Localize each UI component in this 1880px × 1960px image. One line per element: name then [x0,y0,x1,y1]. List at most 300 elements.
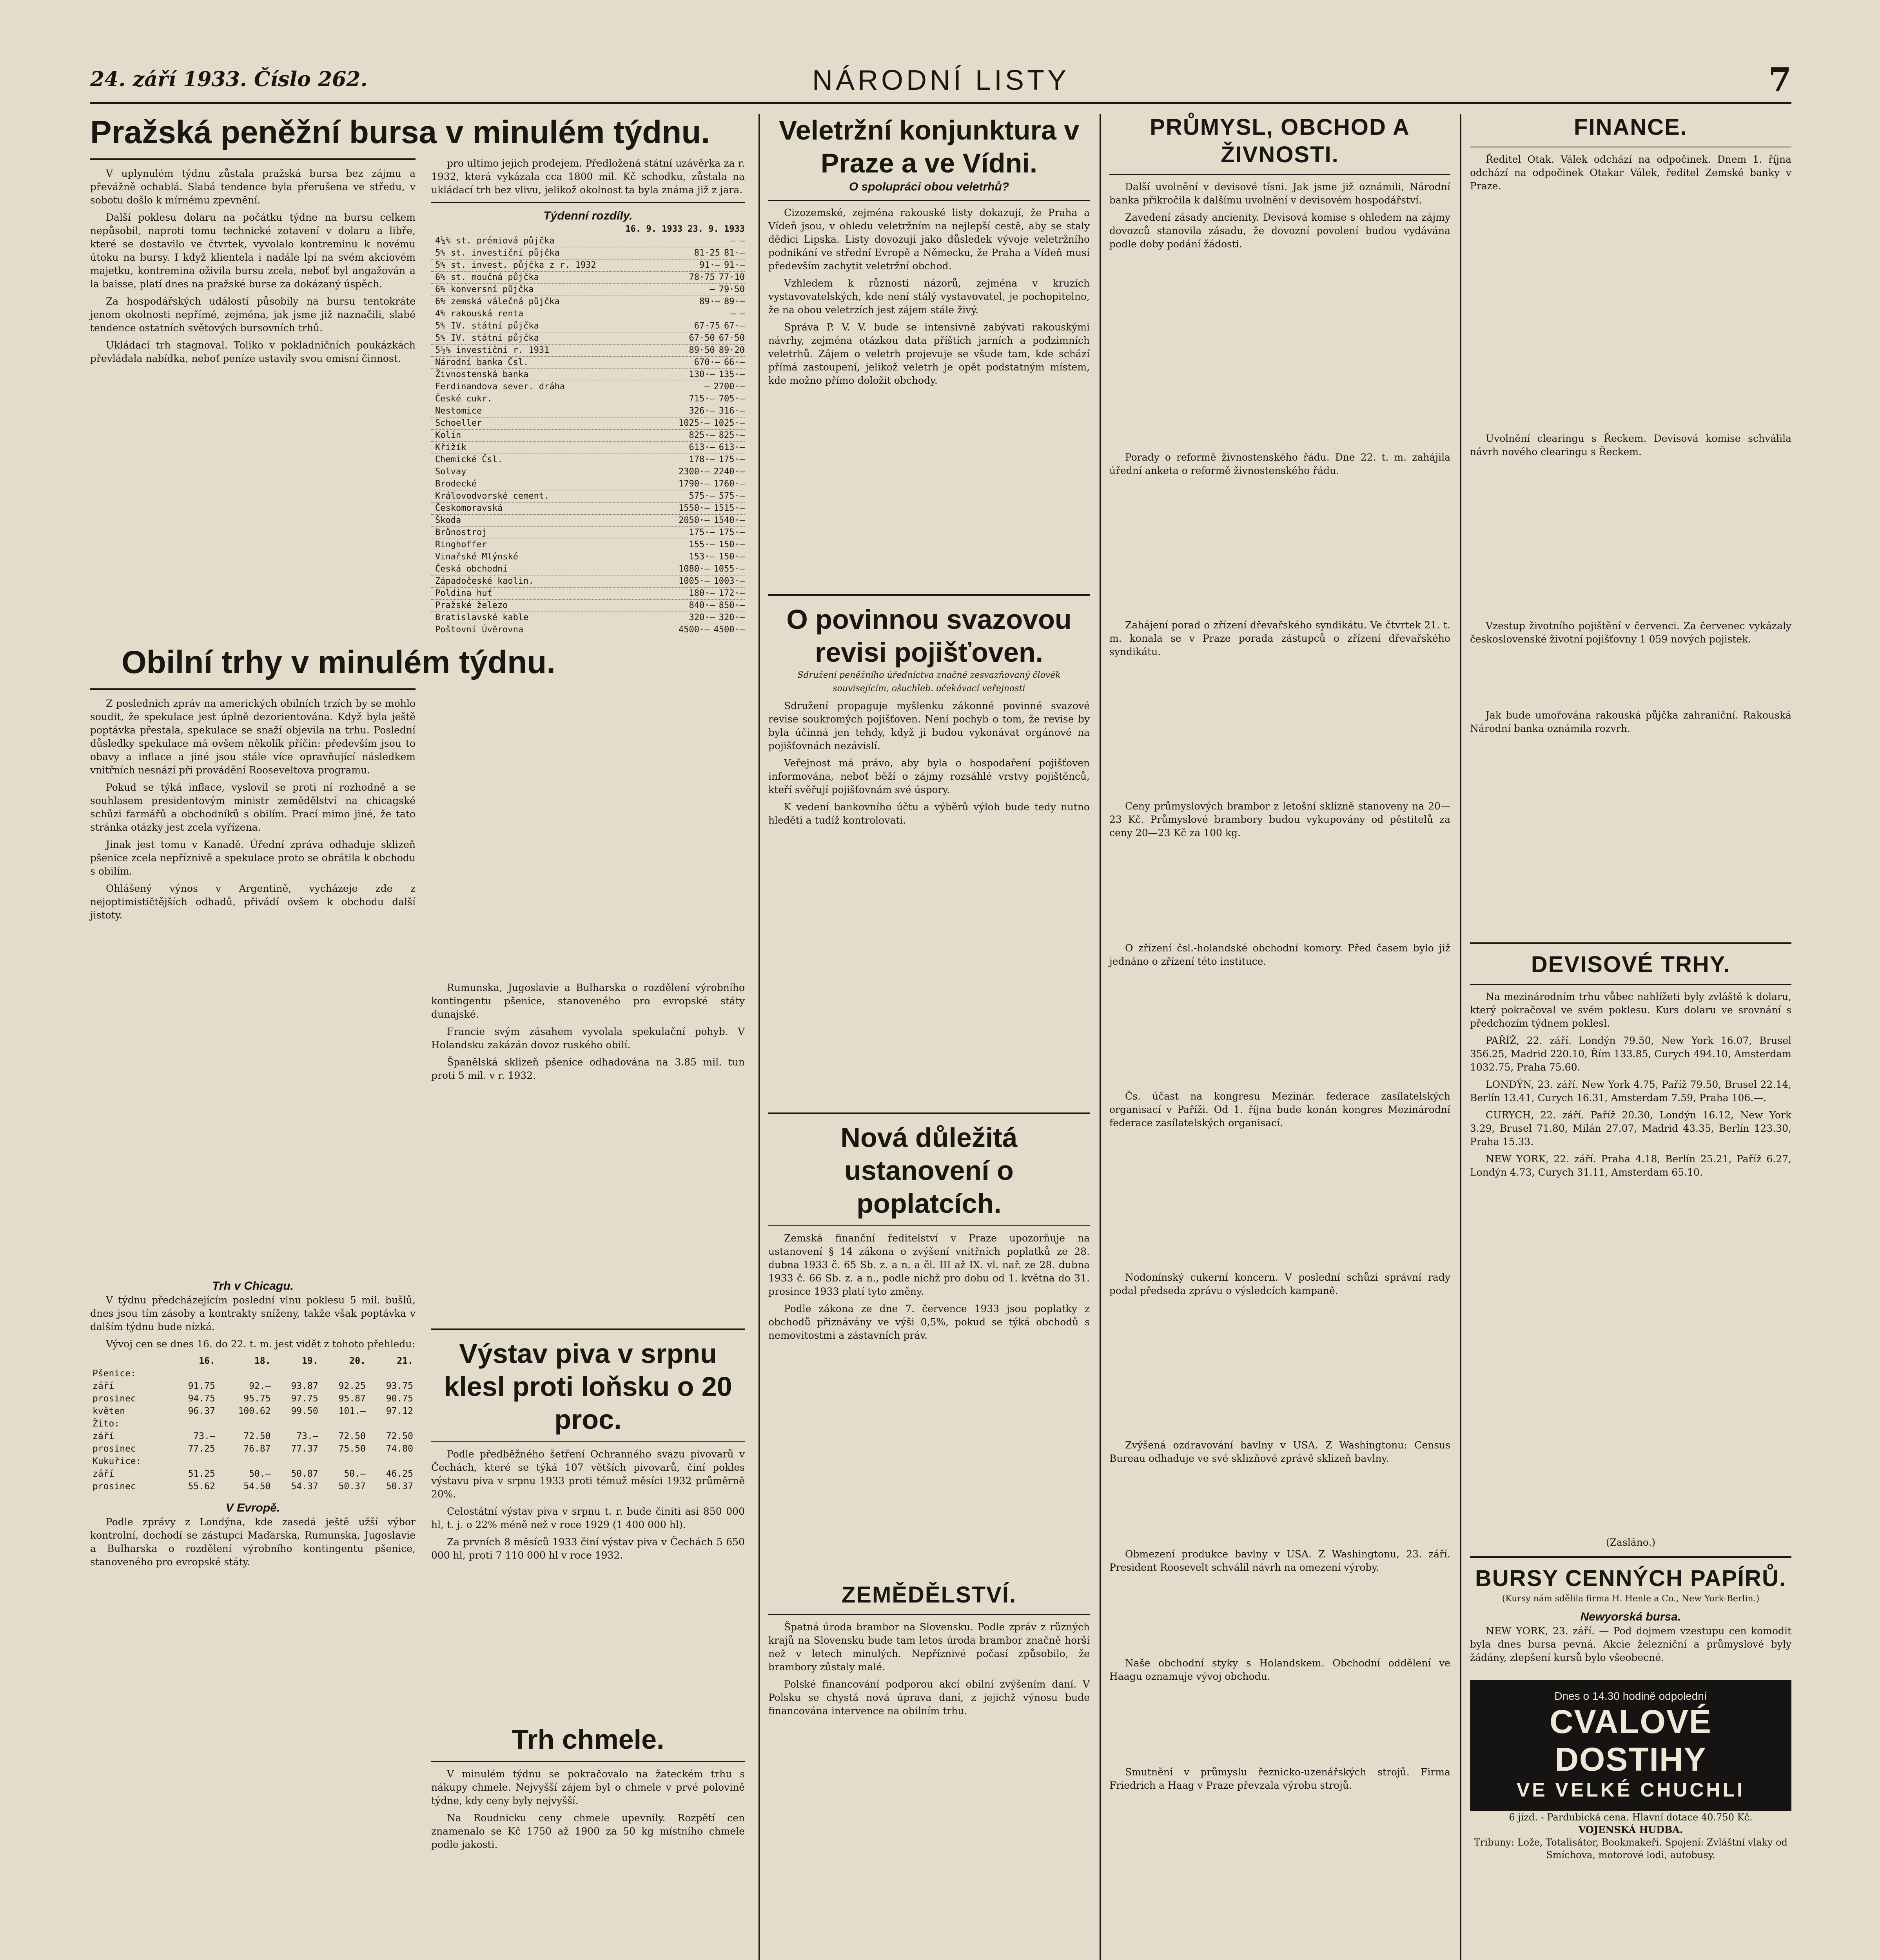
ad-detail: VOJENSKÁ HUDBA. [1578,1824,1683,1835]
kurz-row [431,454,745,466]
piva-headline: Výstav piva v srpnu klesl proti loňsku o 20 proc. [444,1338,732,1435]
chicago-paragraph: V týdnu předcházejícím poslední vlnu poklesu 5 mil. bušlů, dnes jsou tím zásoby a kontrakty sníženy, takže však poptávka v dalším týdnu bude nízká. [90,1294,416,1332]
kurz-row [431,369,745,381]
table-cell: 101.— [338,1406,366,1416]
kurz-row [431,247,745,260]
kurz-row [431,417,745,430]
table-cell [170,1455,218,1468]
bursy-paragraph: NEW YORK, 23. září. — Pod dojmem vzestupu cen komodit byla dnes bursa pevná. Akcie železniční a průmyslové byly žádány, zlepšení kursů bylo všeobecné. [1470,1625,1791,1663]
table-cell: Žito: [93,1419,120,1429]
zaslano-label: (Zasláno.) [1606,1537,1656,1548]
table-cell: září [93,1381,114,1391]
table-cell: Kukuřice: [93,1456,142,1466]
kurz-row [431,442,745,454]
table-cell: 46.25 [386,1469,413,1479]
kurz-cell: 135·— [719,370,745,379]
ad-title: CVALOVÉ DOSTIHY [1550,1703,1712,1778]
kurz-cell: 4500·— [679,625,710,635]
table-cell: 93.87 [291,1381,318,1391]
chicago-intro: Vývoj cen se dnes 16. do 22. t. m. jest vidět z tohoto přehledu: [106,1338,415,1350]
kurz-cell: 326·— [689,406,715,416]
pojistovny-headline: O povinnou svazovou revisi pojišťoven. [786,604,1072,668]
kurz-cell: 613·— [689,443,715,452]
table-cell: 50.37 [338,1481,366,1492]
kurz-cell: Západočeské kaolin. [435,576,534,586]
kurz-cell: 5% st. investiční půjčka [435,248,560,258]
kurz-cell: — [739,236,745,246]
kurz-cell: 5½% investiční r. 1931 [435,345,550,355]
prumysl-paragraph: O zřízení čsl.-holandské obchodní komory. Před časem bylo již jednáno o zřízení této instituce. [1109,942,1450,967]
kurzy-date-header: 16. 9. 1933 23. 9. 1933 [625,224,745,234]
kurz-cell: 150·— [719,552,745,562]
kurz-row [431,284,745,296]
kurz-cell: Ringhoffer [435,540,487,550]
table-cell: 55.62 [188,1481,215,1492]
masthead: NÁRODNÍ LISTY [812,65,1070,96]
table-cell: 90.75 [386,1394,413,1404]
table-cell: prosinec [93,1394,136,1404]
prumysl-paragraph: Porady o reformě živnostenského řádu. Dne 22. t. m. zahájila úřední anketa o reformě živnostenského řádu. [1109,452,1450,476]
table-cell [321,1417,368,1430]
kurz-row [431,272,745,284]
finance-paragraph: Jak bude umořována rakouská půjčka zahraniční. Rakouská Národní banka oznámila rozvrh. [1470,710,1791,734]
finance-headline: FINANCE. [1574,114,1688,140]
table-cell: 21. [397,1356,413,1366]
bursa-paragraph: Další poklesu dolaru na počátku týdne na bursu celkem nepůsobil, naproti tomu technické zotavení v dolaru a libře, které se dostavilo ve čtvrtek, vyvolalo kontreminu k novému útoku na bursy. I když klientela i nadále lpí na svém akciovém majetku, kontremina oživila bursu zcela, neboť byl angažován a la baisse, platí dnes na pražské burse za dokázaný úspěch. [90,212,416,290]
column-veletrh [768,114,1090,1722]
kurz-cell: Kolín [435,430,461,440]
kurz-cell: 1003·— [713,576,745,586]
table-cell [170,1417,218,1430]
kurz-cell: 77·10 [719,272,745,282]
table-cell [368,1367,416,1380]
kurz-cell: 825·— [719,430,745,440]
prumysl-paragraph: Naše obchodní styky s Holandskem. Obchodní oddělení ve Haagu oznamuje vývoj obchodu. [1109,1657,1450,1682]
kurz-row [431,235,745,247]
kurz-cell: 66·— [724,358,745,367]
kurz-cell: 320·— [719,613,745,622]
obili-paragraph: Jinak jest tomu v Kanadě. Úřední zpráva odhaduje sklizeň pšenice zcela nepříznivě a spekulace proto se obrátila k obchodu s obilím. [90,839,416,877]
table-cell: 73.— [193,1431,215,1441]
obili-paragraph: Ohlášený výnos v Argentině, vycházeje zde z nejoptimističtějších odhadů, přivádí ovšem k obchodu další jistoty. [90,883,416,921]
table-cell: září [93,1469,114,1479]
kurz-cell: Poldina huť [435,588,492,598]
prumysl-paragraph: Ceny průmyslových brambor z letošní sklizně stanoveny na 20—23 Kč. Průmyslové brambory budou vykupovány od pěstitelů za ceny 20—23 Kč za 100 kg. [1109,800,1450,838]
table-cell: 51.25 [188,1469,215,1479]
table-cell: 97.75 [291,1394,318,1404]
kurz-cell: Pražské železo [435,601,508,610]
kurz-cell: 1550·— [679,503,710,513]
table-row [90,1455,416,1468]
kurz-cell: 91·— [699,260,720,270]
kurz-cell: Brodecké [435,479,477,489]
newyork-subhead: Newyorská bursa. [1580,1610,1681,1623]
pojistovny-paragraph: K vedení bankovního účtu a výběrů výloh bude tedy nutno hleděti a tudíž kontrolovati. [768,801,1090,826]
table-cell: 91.75 [188,1381,215,1391]
devisy-headline: DEVISOVÉ TRHY. [1531,952,1731,977]
devisy-rates: CURYCH, 22. září. Paříž 20.30, Londýn 16.12, New York 3.29, Brusel 71.80, Milán 27.07, Madrid 43.35, Berlín 123.30, Praha 15.33. [1470,1109,1791,1147]
table-cell: 92.25 [338,1381,366,1391]
column-finance [1470,114,1791,1861]
piva-paragraph: Podle předběžného šetření Ochranného svazu pivovarů v Čechách, které se týká 107 větších pivovarů, činí pokles výstavu piva v srpnu 1933 proti témuž měsíci 1932 průměrně 20%. [431,1448,745,1500]
kurz-cell: Ferdinandova sever. dráha [435,382,565,392]
column-divider [1100,114,1101,1960]
kurz-cell: Bratislavské kable [435,613,529,622]
finance-paragraph: Ředitel Otak. Válek odchází na odpočinek. Dnem 1. října odchází na odpočinek Otakar Válek, ředitel Zemské banky v Praze. [1470,154,1791,192]
bursa-paragraph: V uplynulém týdnu zůstala pražská bursa bez zájmu a převážně ochablá. Slabá tendence byla přerušena ve středu, v sobotu došlo k mírnému zpevnění. [90,168,416,206]
table-cell: 99.50 [291,1406,318,1416]
table-cell [218,1455,273,1468]
table-header-row [90,1355,416,1367]
kurz-cell: 2240·— [713,467,745,477]
kurz-cell: 5% st. invest. půjčka z r. 1932 [435,260,596,270]
prumysl-paragraph: Nodonínský cukerní koncern. V poslední schůzi správní rady podal předseda zprávu o výsledcích kampaně. [1109,1272,1450,1296]
obili-paragraph: Z posledních zpráv na amerických obilních trzích by se mohlo soudit, že spekulace jest úplně dezorientována. Když byla ještě poptávka přestala, spekulace se snaží objevila na trhu. Poslední důsledky spekulace má ovšem několik příčin: především jsou to obavy a inflace a jiné jsou stále více opravňující následkem vnitřních nesnází při provádění Rooseveltova programu. [90,698,416,776]
veletrh-paragraph: Vzhledem k různosti názorů, zejména v kruzích vystavovatelských, kde není stálý vystavovatel, je pochopitelno, že na obou veletrzích jest zájem stále živý. [768,278,1090,316]
chmel-paragraph: Na Roudnicku ceny chmele upevnily. Rozpětí cen znamenalo se Kč 1750 až 1900 za 50 kg místního chmele podle jakosti. [431,1812,745,1850]
europe-paragraph: Podle zprávy z Londýna, kde zasedá ještě užší výbor kontrolní, dochodí se zástupci Maďarska, Rumunska, Jugoslavie a Bulharska o rozdělení výrobního kontingentu pšenice, stanoveného pro evropské státy. [90,1516,416,1568]
bursa-continuation: pro ultimo jejich prodejem. Předložená státní uzávěrka za r. 1932, která vykázala cca 1800 mil. Kč schodku, zůstala na ukládací trh bez vlivu, jelikož okolnost ta byla známa již z jara. [431,158,745,196]
kurz-cell: 89·— [724,297,745,307]
kurz-cell: 175·— [719,455,745,465]
table-cell: 97.12 [386,1406,413,1416]
table-cell: 72.50 [338,1431,366,1441]
prumysl-paragraph: Obmezení produkce bavlny v USA. Z Washingtonu, 23. září. President Roosevelt schválil návrh na omezení výroby. [1109,1548,1450,1573]
kurz-cell: 705·— [719,394,745,404]
kurz-cell: Schoeller [435,418,482,428]
table-cell [273,1417,321,1430]
veletrh-subhead: O spolupráci obou veletrhů? [849,180,1009,193]
kurz-row [431,624,745,636]
kurz-cell: 613·— [719,443,745,452]
kurz-cell: 5% IV. státní půjčka [435,333,539,343]
kurz-cell: 91·— [724,260,745,270]
kurz-cell: Solvay [435,467,466,477]
kurz-row [431,527,745,539]
kurz-cell: 67·50 [689,333,715,343]
kurz-cell: České cukr. [435,394,492,404]
bursy-headline: BURSY CENNÝCH PAPÍRŮ. [1475,1566,1786,1591]
kurz-cell: 1760·— [713,479,745,489]
table-cell: 18. [254,1356,271,1366]
kurz-cell: 178·— [689,455,715,465]
kurz-row [431,320,745,332]
kurz-cell: 825·— [689,430,715,440]
table-cell [218,1367,273,1380]
table-row [90,1392,416,1405]
table-cell: 95.75 [243,1394,271,1404]
table-row [90,1468,416,1480]
obili-headline: Obilní trhy v minulém týdnu. [122,644,556,680]
veletrh-paragraph: Správa P. V. V. bude se intensivně zabývati rakouskými návrhy, zejména otázkou data příštích jarních a podzimních veletrhů. Zájem o veletrh projevuje se všude tam, kde schází přímá zastoupení, jelikož veletrh je opět podstatným místem, kde možno přímo doložit obchody. [768,321,1090,386]
table-cell: 54.37 [291,1481,318,1492]
bursa-paragraph: Ukládací trh stagnoval. Toliko v pokladničních poukázkách převládala nabídka, neboť peníze ustavily svou emisní činnost. [90,339,416,364]
zemedelstvi-headline: ZEMĚDĚLSTVÍ. [841,1582,1017,1608]
prumysl-paragraph: Čs. účast na kongresu Mezinár. federace zasílatelských organisací v Paříži. Od 1. října bude konán kongres Mezinárodní federace zasílatelských organisací. [1109,1091,1450,1129]
obili-paragraph: Pokud se týká inflace, vyslovil se proti ní rozhodně a se souhlasem presidentovým ministr zemědělství na chicagské schůzi farmářů a obchodníků s obilím. Prací mimo jiné, že tato stránka otázky jest zcela vyřízena. [90,782,416,833]
kurz-row [431,490,745,503]
kurz-cell: 89·20 [719,345,745,355]
table-cell: 50.— [249,1469,271,1479]
kurz-cell: Živnostenská banka [435,370,529,379]
kurz-cell: 89·50 [689,345,715,355]
kurz-cell: 78·75 [689,272,715,282]
kurz-cell: Nestomice [435,406,482,416]
kurz-cell: 316·— [719,406,745,416]
table-row [90,1480,416,1493]
kurz-cell: 67·— [724,321,745,331]
kurz-row [431,260,745,272]
kurz-cell: Česká obchodní [435,564,508,574]
kurz-row [431,588,745,600]
prumysl-paragraph: Smutnění v průmyslu řeznicko-uzenářských strojů. Firma Friedrich a Haag v Praze převzala výrobu strojů. [1109,1766,1450,1791]
prumysl-paragraph: Další uvolnění v devisové tísni. Jak jsme již oznámili, Národní banka přikročila k dalšímu uvolnění v devisovém hospodářství. [1109,181,1450,206]
ad-detail: Tribuny: Lože, Totalisátor, Bookmakeři. Spojení: Zvláštní vlaky od Smíchova, motorové lodi, autobusy. [1474,1837,1787,1860]
devisy-rates: NEW YORK, 22. září. Praha 4.18, Berlín 25.21, Paříž 6.27, Londýn 4.73, Curych 31.11, Amsterdam 65.10. [1470,1153,1791,1178]
kurz-cell: Královodvorské cement. [435,491,550,501]
kurz-cell: Vinařské Mlýnské [435,552,518,562]
obili-continuation: Španělská sklizeň pšenice odhadována na 3.85 mil. tun proti 5 mil. v r. 1932. [431,1056,745,1081]
kurz-cell: 81·— [724,248,745,258]
kurz-cell: 89·— [699,297,720,307]
table-cell: 54.50 [243,1481,271,1492]
issue-date: 24. září 1933. Číslo 262. [90,67,368,91]
kurz-cell: 4500·— [713,625,745,635]
column-divider [1460,114,1461,1960]
kurz-cell: Národní banka Čsl. [435,358,529,367]
kurz-row [431,357,745,369]
kurz-cell: 1025·— [713,418,745,428]
kurz-cell: 79·50 [719,285,745,294]
veletrh-paragraph: Cizozemské, zejména rakouské listy dokazují, že Praha a Vídeň jsou, v ohledu veletržním na nejlepší cestě, aby se staly dědici Lipska. Listy dovozují jako důsledek vývoje veletržního podnikání ve střední Evropě a Německu, že Praha a Vídeň musí především zachytit veletržní obchod. [768,207,1090,272]
poplatky-paragraph: Zemská finanční ředitelství v Praze upozorňuje na ustanovení § 14 zákona o zvýšení vnitřních poplatků ze 28. dubna 1933 č. 65 Sb. z. a n. a čl. III až IX. vl. nař. ze 28. dubna 1933 č. 66 Sb. z. a n., podle nichž pro dobu od 1. května do 31. prosince 1933 platí tyto změny. [768,1232,1090,1297]
finance-paragraph: Vzestup životního pojištění v červenci. Za červenec vykázaly československé životní pojišťovny 1 059 nových pojistek. [1470,620,1791,645]
pojistovny-paragraph: Veřejnost má právo, aby byla o hospodaření pojišťoven informována, neboť běží o zájmy rozsáhlé vrstvy pojištěnců, kteří svěřují pojišťovnám své úspory. [768,757,1090,795]
bursa-paragraph: Za hospodářských událostí působily na bursu tentokráte jenom okolnosti nepřímé, zejména, jak jsme již naznačili, slabé tendence ostatních světových bursovních trhů. [90,296,416,334]
page-header [90,59,1791,104]
table-cell [368,1455,416,1468]
kurz-cell: 180·— [689,588,715,598]
bursy-subhead: (Kursy nám sdělila firma H. Henle a Co., New York-Berlin.) [1502,1594,1760,1604]
piva-paragraph: Celostátní výstav piva v srpnu t. r. bude činiti asi 850 000 hl, t. j. o 22% méně než v roce 1929 (1 400 000 hl). [431,1506,745,1530]
kurz-cell: 6% konversní půjčka [435,285,534,294]
kurz-cell: 6% st. moučná půjčka [435,272,539,282]
kurz-cell: — [739,309,745,319]
zemedelstvi-paragraph: Špatná úroda brambor na Slovensku. Podle zpráv z různých krajů na Slovensku bude tam letos úroda brambor značně horší než v letech minulých. Nepříznivé počasí způsobilo, že brambory zůstaly malé. [768,1621,1090,1673]
table-cell: 76.87 [243,1444,271,1454]
table-cell: 77.25 [188,1444,215,1454]
table-cell: 72.50 [386,1431,413,1441]
kurz-row [431,430,745,442]
kurz-cell: 1005·— [679,576,710,586]
table-row [90,1405,416,1417]
race-advertisement [1470,1680,1791,1811]
kurz-cell: 4% rakouská renta [435,309,524,319]
table-cell: prosinec [93,1481,136,1492]
kurz-row [431,612,745,624]
kurz-cell: 320·— [689,613,715,622]
kurz-cell: Brůnostroj [435,528,487,537]
kurz-cell: — [730,309,736,319]
table-cell: 92.— [249,1381,271,1391]
kurz-cell: 67·50 [719,333,745,343]
table-cell: Pšenice: [93,1368,136,1379]
pojistovny-subhead: Sdružení peněžního úředníctva značně zesvazňovaný člověk souvisejícím, ošuchleb. očekávací veřejnosti [797,670,1061,693]
devisy-paragraph: Na mezinárodním trhu vůbec nahlížeti byly zvláště k dolaru, který pokračoval ve svém poklesu. Kurs dolaru ve srovnání s předchozím týdnem poklesl. [1470,991,1791,1029]
table-cell: 96.37 [188,1406,215,1416]
kurz-cell: 1790·— [679,479,710,489]
column-bursa-2 [431,157,745,1855]
kurzy-list [431,235,745,636]
kurz-cell: 153·— [689,552,715,562]
kurz-cell: 1025·— [679,418,710,428]
table-cell: 94.75 [188,1394,215,1404]
ad-location: VE VELKÉ CHUCHLI [1516,1779,1745,1801]
table-cell [170,1367,218,1380]
poplatky-paragraph: Podle zákona ze dne 7. července 1933 jsou poplatky z obchodů přiznávány ve výši 0,5%, pokud se týká obchodů s nemovitostmi a zástavních práv. [768,1303,1090,1341]
column-divider [759,114,760,1960]
kurz-row [431,539,745,551]
kurz-cell: 6% zemská válečná půjčka [435,297,560,307]
kurz-row [431,466,745,478]
kurz-cell: 2700·— [713,382,745,392]
kurz-row [431,345,745,357]
kurz-cell: 67·75 [694,321,720,331]
page-number: 7 [1768,60,1791,99]
table-cell [321,1367,368,1380]
kurz-cell: Škoda [435,515,461,525]
prumysl-paragraph: Zahájení porad o zřízení dřevařského syndikátu. Ve čtvrtek 21. t. m. konala se v Praze porada zástupců o zřízení dřevařského syndikátu. [1109,619,1450,657]
kurz-row [431,515,745,527]
table-cell: prosinec [93,1444,136,1454]
kurz-cell: 575·— [719,491,745,501]
kurz-cell: — [710,285,715,294]
chmel-paragraph: V minulém týdnu se pokračovalo na žateckém trhu s nákupy chmele. Nejvyšší zájem byl o chmele v prvé polovině týdne, kdy ceny byly nejvyšší. [431,1768,745,1806]
kurz-cell: Chemické Čsl. [435,455,503,465]
kurz-row [431,600,745,612]
table-cell: 93.75 [386,1381,413,1391]
kurz-row [431,393,745,405]
chicago-subhead: Trh v Chicagu. [212,1279,294,1292]
kurz-cell: 172·— [719,588,745,598]
column-prumysl [1109,114,1450,1796]
table-cell: 75.50 [338,1444,366,1454]
table-cell [368,1417,416,1430]
finance-paragraph: Uvolnění clearingu s Řeckem. Devisová komise schválila návrh nového clearingu s Řeckem. [1470,433,1791,457]
kurz-cell: 715·— [689,394,715,404]
table-cell: 50.37 [386,1481,413,1492]
kurz-cell: 575·— [689,491,715,501]
kurz-cell: 840·— [689,601,715,610]
kurz-cell: 5% IV. státní půjčka [435,321,539,331]
obili-continuation: Rumunska, Jugoslavie a Bulharska o rozdělení výrobního kontingentu pšenice, stanoveného pro evropské státy dunajské. [431,982,745,1020]
kurz-row [431,296,745,308]
prumysl-paragraph: Zvýšená ozdravování bavlny v USA. Z Washingtonu: Census Bureau odhaduje ve své sklizňové zprávě sklizeň bavlny. [1109,1439,1450,1464]
table-row [90,1417,416,1430]
kurz-row [431,308,745,320]
kurz-cell: 1055·— [713,564,745,574]
devisy-rates: LONDÝN, 23. září. New York 4.75, Paříž 79.50, Brusel 22.14, Berlín 13.41, Curych 16.31, Amsterdam 7.59, Praha 106.—. [1470,1079,1791,1103]
table-cell: květen [93,1406,125,1416]
chicago-price-table [90,1355,416,1493]
kurz-cell: 670·— [694,358,720,367]
table-cell: 20. [349,1356,366,1366]
kurz-cell: Křižík [435,443,466,452]
table-row [90,1380,416,1392]
prumysl-headline: PRŮMYSL, OBCHOD A ŽIVNOSTI. [1150,114,1410,167]
kurz-row [431,563,745,575]
kurz-row [431,478,745,490]
kurz-cell: Českomoravská [435,503,503,513]
kurz-cell: 175·— [719,528,745,537]
ad-detail: 6 jízd. - Pardubická cena. Hlavní dotace 40.750 Kč. [1509,1812,1753,1823]
table-cell: září [93,1431,114,1441]
zemedelstvi-paragraph: Polské financování podporou akcí obilní zvýšením daní. V Polsku se chystá nová úprava daní, z jejichž výnosu bude financována intervence na obilním trhu. [768,1679,1090,1717]
table-cell [273,1455,321,1468]
table-cell: 72.50 [243,1431,271,1441]
bursa-headline: Pražská peněžní bursa v minulém týdnu. [90,114,710,150]
prumysl-paragraph: Zavedení zásady ancienity. Devisová komise s ohledem na zájmy dovozců stanovila zásadu, že dovozní povolení budou vydávána podle doby podání žádosti. [1109,212,1450,250]
kurzy-heading: Týdenní rozdíly. [543,209,633,222]
poplatky-headline: Nová důležitá ustanovení o poplatcích. [840,1122,1018,1219]
table-cell: 74.80 [386,1444,413,1454]
kurz-row [431,551,745,563]
piva-paragraph: Za prvních 8 měsíců 1933 činí výstav piva v Čechách 5 650 000 hl, proti 7 110 000 hl v roce 1932. [431,1536,745,1561]
ad-time: Dnes o 14.30 hodině odpolední [1554,1690,1707,1702]
table-cell: 19. [302,1356,318,1366]
table-row [90,1367,416,1380]
kurz-cell: 155·— [689,540,715,550]
veletrh-headline: Veletržní konjunktura v Praze a ve Vídni. [778,115,1080,178]
kurz-cell: 130·— [689,370,715,379]
table-cell: 50.— [344,1469,366,1479]
table-cell: 73.— [296,1431,318,1441]
kurz-cell: 81·25 [694,248,720,258]
table-row [90,1430,416,1443]
kurz-cell: 175·— [689,528,715,537]
table-cell [218,1417,273,1430]
kurz-cell: — [704,382,710,392]
kurz-row [431,381,745,393]
table-cell [90,1355,170,1367]
kurz-cell: 1515·— [713,503,745,513]
devisy-rates: PAŘÍŽ, 22. září. Londýn 79.50, New York 16.07, Brusel 356.25, Madrid 220.10, Řím 133.85, Curych 494.10, Amsterdam 1032.75, Praha 75.60. [1470,1035,1791,1073]
obili-continuation: Francie svým zásahem vyvolala spekulační pohyb. V Holandsku zakázán dovoz ruského obilí. [431,1026,745,1051]
table-cell [321,1455,368,1468]
europe-subhead: V Evropě. [225,1501,280,1514]
kurz-row [431,575,745,588]
kurz-cell: 150·— [719,540,745,550]
kurz-cell: 1080·— [679,564,710,574]
kurz-row [431,503,745,515]
kurz-cell: 4¼% st. prémiová půjčka [435,236,555,246]
kurz-row [431,332,745,345]
table-row [90,1443,416,1455]
table-cell: 100.62 [238,1406,271,1416]
kurz-cell: — [730,236,736,246]
kurz-cell: 850·— [719,601,745,610]
chmel-headline: Trh chmele. [512,1724,664,1755]
kurz-cell: 1540·— [713,515,745,525]
table-cell: 50.87 [291,1469,318,1479]
kurz-cell: Poštovní Úvěrovna [435,625,524,635]
kurz-row [431,405,745,417]
kurz-cell: 2050·— [679,515,710,525]
pojistovny-paragraph: Sdružení propaguje myšlenku zákonné povinné svazové revise soukromých pojišťoven. Není pochyb o tom, že revise by byla účinná jen tehdy, když ji budou vykonávat orgánové na pojišťovnách nezávislí. [768,700,1090,751]
table-cell: 77.37 [291,1444,318,1454]
table-cell: 16. [199,1356,215,1366]
table-cell [273,1367,321,1380]
